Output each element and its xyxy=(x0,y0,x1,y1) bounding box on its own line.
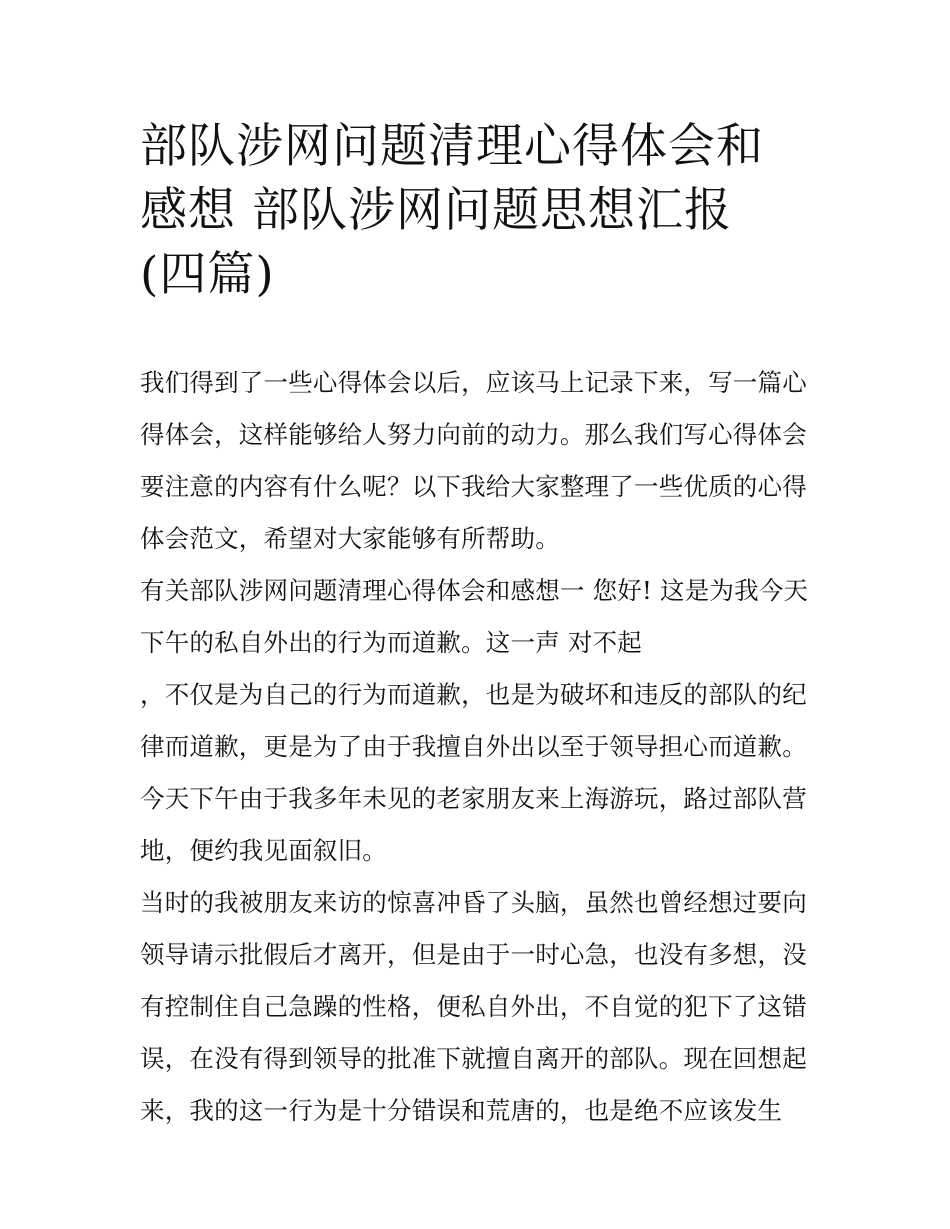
body-line: 要注意的内容有什么呢？以下我给大家整理了一些优质的心得 xyxy=(140,472,807,501)
document-title xyxy=(140,115,830,307)
document-body xyxy=(140,357,830,1137)
body-line: ，不仅是为自己的行为而道歉，也是为破坏和违反的部队的纪 xyxy=(140,680,807,709)
body-line: 有控制住自己急躁的性格，便私自外出，不自觉的犯下了这错 xyxy=(140,992,807,1021)
title-line: (四篇) xyxy=(140,247,275,302)
title-line: 部队涉网问题清理心得体会和 xyxy=(140,119,764,174)
body-line: 当时的我被朋友来访的惊喜冲昏了头脑，虽然也曾经想过要向 xyxy=(140,888,807,917)
body-line: 误，在没有得到领导的批准下就擅自离开的部队。现在回想起 xyxy=(140,1044,807,1073)
body-line: 今天下午由于我多年未见的老家朋友来上海游玩，路过部队营 xyxy=(140,784,807,813)
body-line: 来，我的这一行为是十分错误和荒唐的，也是绝不应该发生 xyxy=(140,1096,783,1125)
body-line: 地，便约我见面叙旧。 xyxy=(140,836,387,865)
body-line: 下午的私自外出的行为而道歉。这一声 对不起 xyxy=(140,628,642,657)
title-line: 感想 部队涉网问题思想汇报 xyxy=(140,183,732,238)
body-line: 领导请示批假后才离开，但是由于一时心急，也没有多想，没 xyxy=(140,940,807,969)
body-line: 得体会，这样能够给人努力向前的动力。那么我们写心得体会 xyxy=(140,420,807,449)
body-line: 我们得到了一些心得体会以后，应该马上记录下来，写一篇心 xyxy=(140,368,807,397)
body-line: 体会范文，希望对大家能够有所帮助。 xyxy=(140,524,560,553)
body-line: 有关部队涉网问题清理心得体会和感想一 您好! 这是为我今天 xyxy=(140,576,809,605)
body-line: 律而道歉，更是为了由于我擅自外出以至于领导担心而道歉。 xyxy=(140,732,807,761)
